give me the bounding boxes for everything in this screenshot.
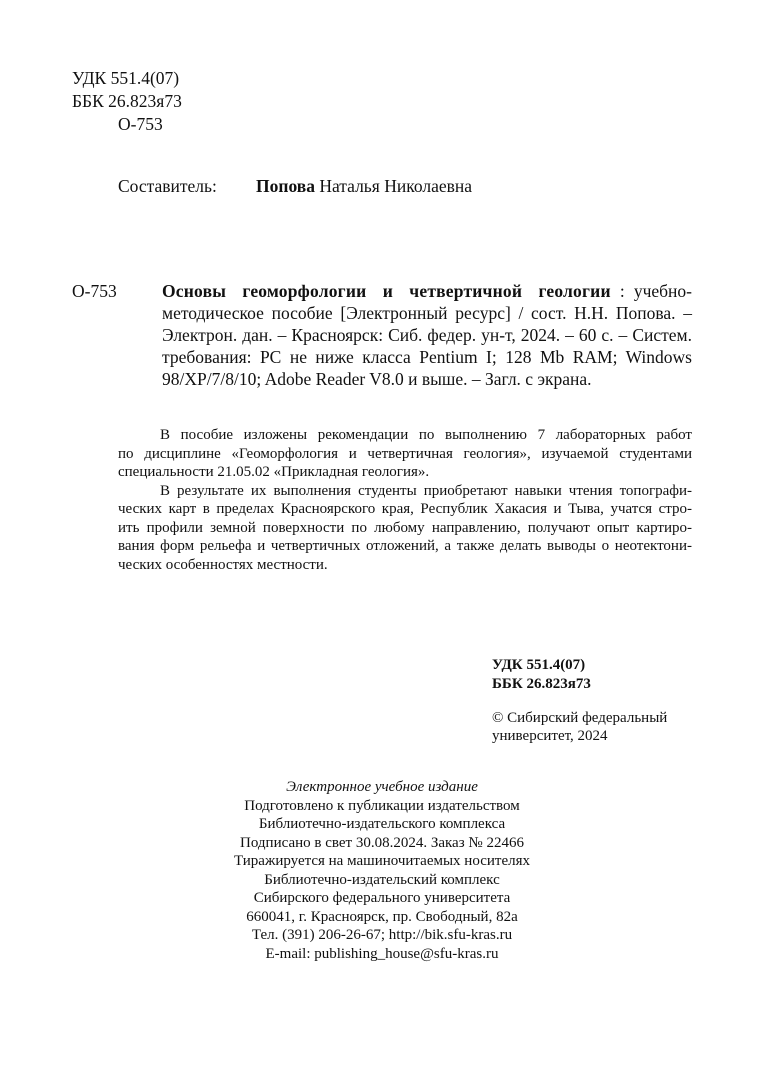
abstract-p1-line-2: специальности 21.05.02 «Прикладная геология». xyxy=(118,464,430,480)
imprint-email: E-mail: publishing_house@sfu-kras.ru xyxy=(265,945,499,962)
record-body xyxy=(162,302,692,390)
record-line-1: методическое пособие [Электронный ресурс] / сост. Н.Н. Попова. – xyxy=(162,303,692,323)
abstract-p2-line-3: вания форм рельефа и четвертичных отложений, а также делать выводы о неотектони- xyxy=(118,538,692,554)
compiler-given-names: Наталья Николаевна xyxy=(319,176,473,196)
record-line-2: Электрон. дан. – Красноярск: Сиб. федер. ун-т, 2024. – 60 с. – Систем. xyxy=(162,325,692,345)
imprint-line-2: Подписано в свет 30.08.2024. Заказ № 22466 xyxy=(240,834,524,851)
compiler-label: Составитель: xyxy=(118,176,217,196)
record-first-line xyxy=(162,280,692,302)
bbk-code: ББК 26.823я73 xyxy=(72,91,182,111)
abstract xyxy=(118,426,692,574)
record-line-0: : учебно- xyxy=(610,281,692,301)
udk-code: УДК 551.4(07) xyxy=(72,68,180,88)
record-title: Основы геоморфологии и четвертичной геологии xyxy=(162,281,611,301)
copyright-line-1: университет, 2024 xyxy=(492,728,608,744)
edition-type: Электронное учебное издание xyxy=(286,779,478,795)
imprint-line-5: Сибирского федерального университета xyxy=(253,890,511,906)
record-author-mark: О-753 xyxy=(72,281,117,301)
bbk-code-bold: ББК 26.823я73 xyxy=(492,676,591,692)
copyright-line-0: © Сибирский федеральный xyxy=(492,710,668,726)
imprint-line-0: Подготовлено к публикации издательством xyxy=(244,797,520,814)
abstract-p2-line-4: ческих особенностях местности. xyxy=(118,556,328,573)
imprint xyxy=(182,778,582,963)
imprint-line-1: Библиотечно-издательского комплекса xyxy=(258,816,506,832)
udk-code-bold: УДК 551.4(07) xyxy=(492,657,586,673)
abstract-p1-line-1: по дисциплине «Геоморфология и четвертичная геология», изучаемой студентами xyxy=(118,445,692,462)
abstract-p2-line-1: ческих карт в пределах Красноярского края, Республик Хакасия и Тыва, учатся стро- xyxy=(118,501,692,517)
imprint-line-6: 660041, г. Красноярск, пр. Свободный, 82а xyxy=(246,908,518,925)
record-line-3: требования: PC не ниже класса Pentium I; 128 Mb RAM; Windows xyxy=(162,347,692,367)
compiler-name xyxy=(256,175,472,197)
imprint-line-7: Тел. (391) 206-26-67; http://bik.sfu-kras.ru xyxy=(251,927,513,943)
record-line-4: 98/XP/7/8/10; Adobe Reader V8.0 и выше. – Загл. с экрана. xyxy=(162,369,592,389)
imprint-line-4: Библиотечно-издательский комплекс xyxy=(264,871,500,888)
abstract-p2-line-2: ить профили земной поверхности по любому направлению, получают опыт картиро- xyxy=(118,519,692,536)
imprint-line-3: Тиражируется на машиночитаемых носителях xyxy=(233,853,530,869)
abstract-p1-line-0: В пособие изложены рекомендации по выполнению 7 лабораторных работ xyxy=(160,427,692,443)
compiler-surname: Попова xyxy=(256,176,315,196)
abstract-p2-line-0: В результате их выполнения студенты приобретают навыки чтения топографи- xyxy=(160,482,692,499)
author-mark: О-753 xyxy=(118,114,163,134)
